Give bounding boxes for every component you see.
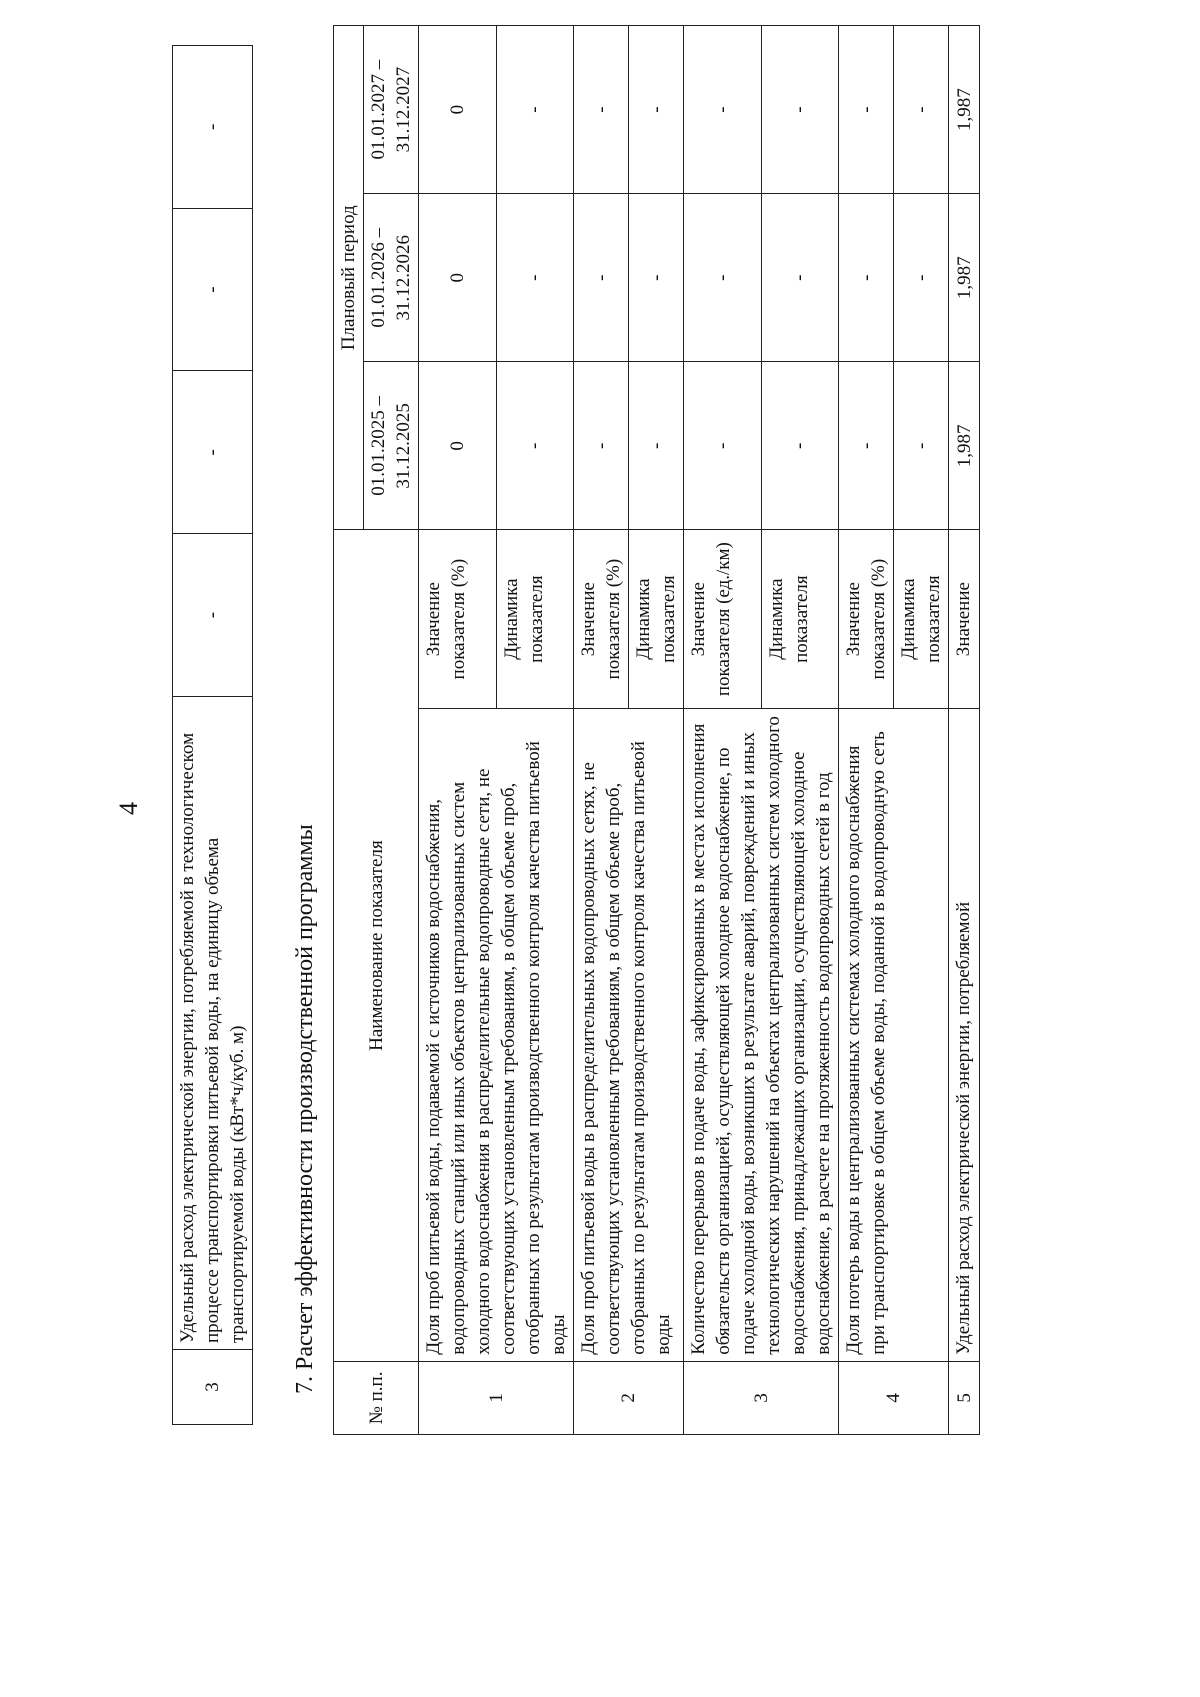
row-number: 4 xyxy=(839,1361,949,1434)
value-cell: - xyxy=(839,362,894,530)
value-cell: 1,987 xyxy=(949,26,980,194)
value-cell: - xyxy=(894,362,949,530)
value-cell: - xyxy=(894,26,949,194)
efficiency-table xyxy=(333,25,980,1435)
value-cell: - xyxy=(173,534,253,697)
header-period: 01.01.2026 – 31.12.2026 xyxy=(364,194,419,362)
indicator-name: Удельный расход электрической энергии, потребляемой в технологическом процессе транспортировки питьевой воды, на единицу объема транспортируемой воды (кВт*ч/куб. м) xyxy=(173,697,253,1350)
header-period: 01.01.2025 – 31.12.2025 xyxy=(364,362,419,530)
value-cell: - xyxy=(684,26,762,194)
header-num: № п.п. xyxy=(334,1361,419,1434)
indicator-type: Динамика показателя xyxy=(894,530,949,708)
indicator-type: Динамика показателя xyxy=(761,530,839,708)
value-cell: 1,987 xyxy=(949,194,980,362)
value-cell: - xyxy=(173,208,253,371)
indicator-type: Значение xyxy=(949,530,980,708)
indicator-type: Значение показателя (%) xyxy=(419,530,497,708)
value-cell: - xyxy=(761,194,839,362)
indicator-type: Динамика показателя xyxy=(496,530,574,708)
value-cell: - xyxy=(839,194,894,362)
value-cell: - xyxy=(894,194,949,362)
table-row xyxy=(574,26,629,1435)
table-row xyxy=(684,26,762,1435)
header-name: Наименование показателя xyxy=(334,530,419,1361)
indicator-type: Значение показателя (%) xyxy=(574,530,629,708)
top-table xyxy=(172,45,253,1425)
header-row xyxy=(334,26,364,1435)
indicator-type: Значение показателя (ед./км) xyxy=(684,530,762,708)
indicator-name: Доля проб питьевой воды, подаваемой с источников водоснабжения, водопроводных станций или иных объектов централизованных систем холодного водоснабжения в распределительные водопроводные сети, не соответствующих установленным требованиям, в общем объеме проб, отобранных по результатам производственного контроля качества питьевой воды xyxy=(419,708,574,1361)
table-row xyxy=(419,26,497,1435)
value-cell: 0 xyxy=(419,26,497,194)
value-cell: - xyxy=(684,194,762,362)
table-row xyxy=(839,26,894,1435)
table-row xyxy=(173,46,253,1425)
indicator-name: Удельный расход электрической энергии, потребляемой xyxy=(949,708,980,1361)
value-cell: - xyxy=(173,46,253,209)
value-cell: - xyxy=(496,194,574,362)
value-cell: - xyxy=(761,362,839,530)
value-cell: - xyxy=(629,194,684,362)
value-cell: - xyxy=(574,194,629,362)
value-cell: - xyxy=(574,362,629,530)
indicator-type: Значение показателя (%) xyxy=(839,530,894,708)
section-title: 7. Расчет эффективности производственной программы xyxy=(292,824,318,1394)
row-number: 3 xyxy=(684,1361,839,1434)
header-planned-period: Плановый период xyxy=(334,26,364,530)
indicator-name: Доля потерь воды в централизованных системах холодного водоснабжения при транспортировке в общем объеме воды, поданной в водопроводную сеть xyxy=(839,708,949,1361)
value-cell: - xyxy=(761,26,839,194)
value-cell: 0 xyxy=(419,362,497,530)
header-period: 01.01.2027 – 31.12.2027 xyxy=(364,26,419,194)
table-row xyxy=(949,26,980,1435)
indicator-type: Динамика показателя xyxy=(629,530,684,708)
indicator-name: Доля проб питьевой воды в распределительных водопроводных сетях, не соответствующих установленным требованиям, в общем объеме проб, отобранных по результатам производственного контроля качества питьевой воды xyxy=(574,708,684,1361)
row-number: 5 xyxy=(949,1361,980,1434)
page-number: 4 xyxy=(114,802,143,815)
value-cell: 1,987 xyxy=(949,362,980,530)
value-cell: - xyxy=(629,26,684,194)
value-cell: - xyxy=(839,26,894,194)
value-cell: - xyxy=(173,371,253,534)
row-number: 3 xyxy=(173,1350,253,1425)
value-cell: - xyxy=(496,26,574,194)
indicator-name: Количество перерывов в подаче воды, зафиксированных в местах исполнения обязательств организацией, осуществляющей холодное водоснабжение, по подаче холодной воды, возникших в результате аварий, повреждений и иных технологических нарушений на объектах централизованных систем холодного водоснабжения, принадлежащих организации, осуществляющей холодное водоснабжение, в расчете на протяженность водопроводных сетей в год xyxy=(684,708,839,1361)
value-cell: - xyxy=(574,26,629,194)
row-number: 2 xyxy=(574,1361,684,1434)
value-cell: - xyxy=(496,362,574,530)
value-cell: 0 xyxy=(419,194,497,362)
value-cell: - xyxy=(684,362,762,530)
row-number: 1 xyxy=(419,1361,574,1434)
value-cell: - xyxy=(629,362,684,530)
